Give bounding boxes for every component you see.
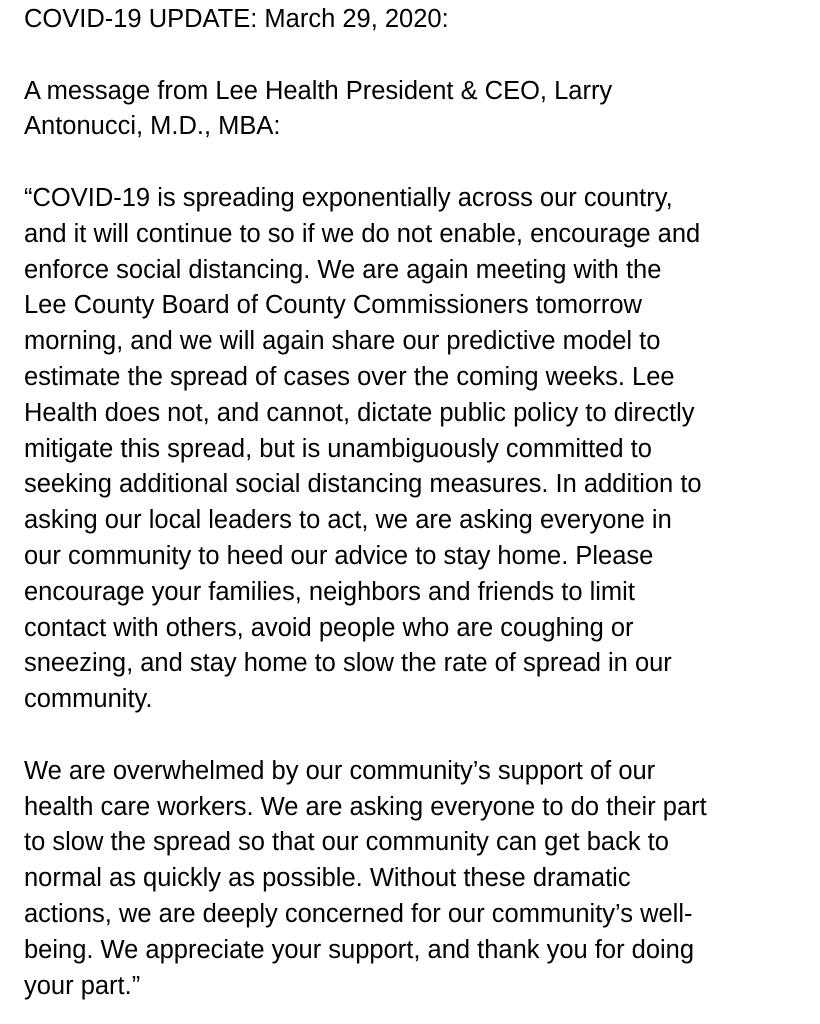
text-line: We are overwhelmed by our community’s support of our [24, 756, 656, 785]
text-line: Lee County Board of County Commissioners tomorrow [24, 291, 642, 320]
text-line: sneezing, and stay home to slow the rate of spread in our [24, 649, 672, 678]
text-line: “COVID-19 is spreading exponentially across our country, [24, 183, 673, 212]
text-line: asking our local leaders to act, we are asking everyone in [24, 506, 672, 535]
text-line: and it will continue to so if we do not enable, encourage and [24, 219, 701, 248]
text-line: A message from Lee Health President & CEO, Larry [24, 76, 613, 105]
text-line: contact with others, avoid people who are coughing or [24, 613, 634, 642]
text-line: morning, and we will again share our predictive model to [24, 327, 661, 356]
quote-paragraph-1 [24, 181, 796, 718]
text-line: actions, we are deeply concerned for our community’s well- [24, 899, 693, 928]
text-line: Antonucci, M.D., MBA: [24, 112, 281, 141]
text-line: encourage your families, neighbors and friends to limit [24, 577, 635, 606]
intro-paragraph [24, 74, 796, 146]
text-line: community. [24, 685, 153, 714]
document-heading: COVID-19 UPDATE: March 29, 2020: [24, 5, 449, 33]
text-line: being. We appreciate your support, and thank you for doing [24, 935, 695, 964]
text-line: enforce social distancing. We are again meeting with the [24, 255, 662, 284]
quote-paragraph-2 [24, 754, 796, 1005]
text-line: estimate the spread of cases over the coming weeks. Lee [24, 362, 675, 391]
text-line: mitigate this spread, but is unambiguously committed to [24, 434, 652, 463]
paragraph-gap [24, 38, 796, 74]
paragraph-gap [24, 145, 796, 181]
text-line: our community to heed our advice to stay home. Please [24, 541, 654, 570]
text-line: your part.” [24, 971, 141, 1000]
text-line: Health does not, and cannot, dictate public policy to directly [24, 398, 695, 427]
paragraph-gap [24, 718, 796, 754]
text-line: health care workers. We are asking everyone to do their part [24, 792, 707, 821]
text-line: seeking additional social distancing measures. In addition to [24, 470, 702, 499]
text-line: to slow the spread so that our community can get back to [24, 828, 669, 857]
text-line: normal as quickly as possible. Without these dramatic [24, 864, 631, 893]
